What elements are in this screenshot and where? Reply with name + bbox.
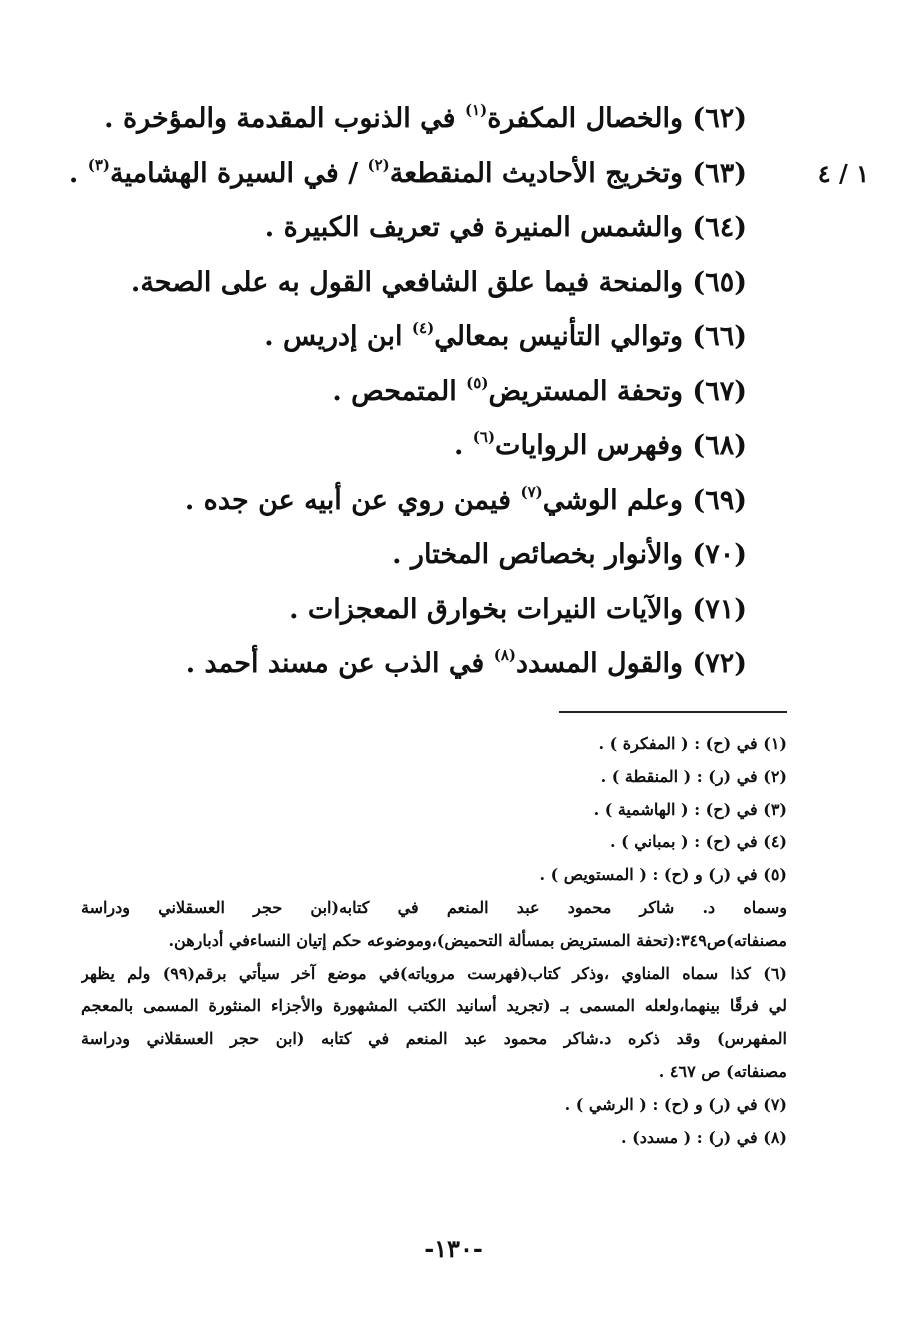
list-item: (٦٧) وتحفة المستريض$^{(٥)}$ المتمحص . [332, 373, 747, 407]
list-item: (٦٥) والمنحة فيما علق الشافعي القول به على الصحة. [130, 266, 747, 298]
footnote-line: (٢) في (ر) : ( المنقطة ) . [600, 766, 787, 786]
list-item: (٦٣) وتخريج الأحاديث المنقطعة$^{(٢)}$ / في السيرة الهشامية$^{(٣)}$ . [68, 155, 747, 189]
footnote-ref: (٥) [466, 373, 489, 392]
footnote-line: المفهرس) وقد ذكره د.شاكر محمود عبد المنعم في كتابه (ابن حجر العسقلاني ودراسة [81, 1029, 787, 1049]
list-item: (٦٨) وفهرس الروايات$^{(٦)}$ . [453, 428, 747, 461]
footnote-line: مصنفاته)ص٣٤٩:(تحفة المستريض بمسألة التحميض)،وموضوعه حكم إتيان النساءفي أدبارهن. [168, 930, 787, 950]
footnote-ref: (٢) [367, 155, 390, 174]
footnote-ref: (٣) [87, 155, 110, 174]
footnote-line: وسماه د. شاكر محمود عبد المنعم في كتابه(ابن حجر العسقلاني ودراسة [81, 897, 787, 917]
footnote-line: (٧) في (ر) و (ح) : ( الرشي ) . [564, 1094, 787, 1114]
page-number: -١٣٠- [424, 1234, 483, 1263]
footnote-line: (٥) في (ر) و (ح) : ( المستويص ) . [539, 865, 787, 885]
list-item: (٦٢) والخصال المكفرة$^{(١)}$ في الذنوب المقدمة والمؤخرة . [104, 101, 747, 134]
list-item: (٧١) والآيات النيرات بخوارق المعجزات . [289, 593, 747, 625]
footnote-line: (٣) في (ح) : ( الهاشمية ) . [593, 799, 787, 819]
book-title-list [68, 96, 747, 696]
footnote-ref: (٦) [472, 428, 496, 446]
footnote-ref: (٤) [411, 319, 435, 337]
footnote-line: (٤) في (ح) : ( بمباني ) . [610, 832, 787, 852]
footnote-ref: (١) [464, 101, 488, 119]
list-item: (٦٤) والشمس المنيرة في تعريف الكبيرة . [264, 212, 747, 243]
footnote-line: (٦) كذا سماه المناوي ،وذكر كتاب(فهرست مروياته)في موضع آخر سيأتي برقم(٩٩) ولم يظهر [81, 963, 787, 983]
list-item: (٧٢) والقول المسدد$^{(٨)}$ في الذب عن مسند أحمد . [185, 646, 747, 679]
footnotes [81, 728, 787, 1154]
list-item: (٧٠) والأنوار بخصائص المختار . [392, 539, 747, 570]
footnote-line: (٨) في (ر) : ( مسدد) . [621, 1127, 787, 1147]
margin-folio-note: ١ / ٤ [817, 159, 869, 188]
footnote-ref: (٧) [520, 482, 543, 501]
footnote-line: (١) في (ح) : ( المفكرة ) . [598, 734, 787, 753]
list-item: (٦٩) وعلم الوشي$^{(٧)}$ فيمن روي عن أبيه عن جده . [184, 482, 747, 516]
footnote-separator [559, 711, 787, 713]
footnote-ref: (٨) [493, 646, 517, 664]
footnote-line: لي فرقًا بينهما،ولعله المسمى بـ (تجريد أسانيد الكتب المشهورة والأجزاء المنثورة المسمى بالمعجم [81, 996, 787, 1016]
list-item: (٦٦) وتوالي التأنيس بمعالي$^{(٤)}$ ابن إدريس . [264, 319, 747, 352]
footnote-line: مصنفاته) ص ٤٦٧ . [658, 1061, 787, 1081]
